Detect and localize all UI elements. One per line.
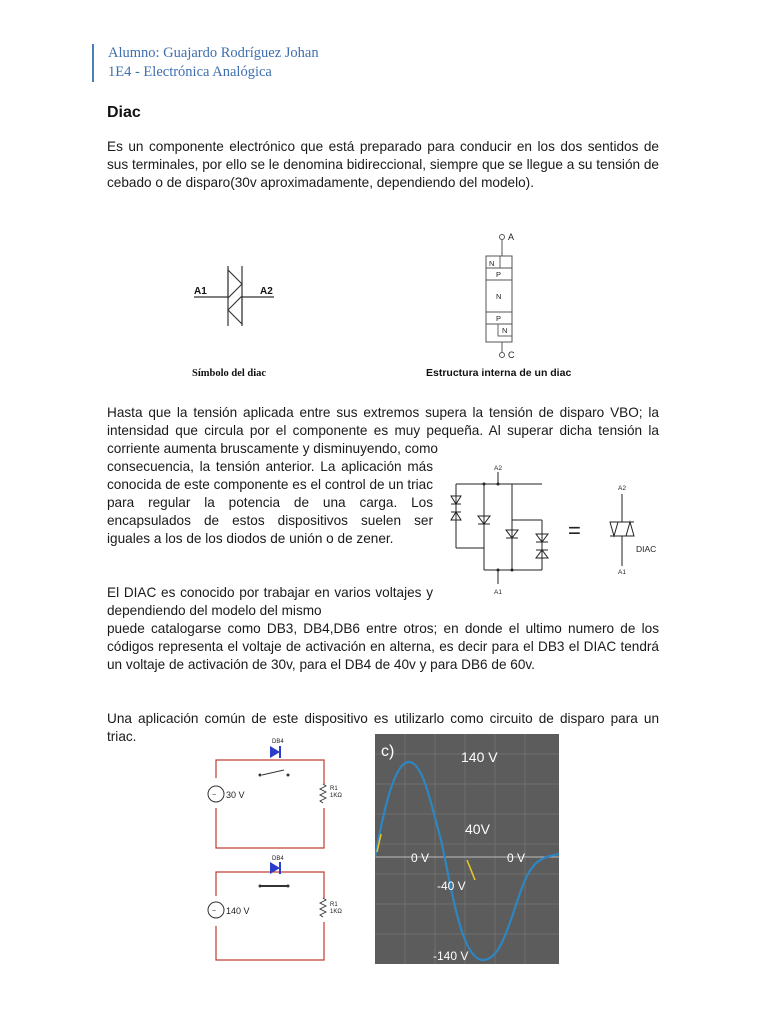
- label-a2: A2: [260, 286, 273, 297]
- label-trigger-40v: 40V: [465, 821, 490, 837]
- svg-text:~: ~: [212, 792, 217, 799]
- layer-n-top: N: [489, 259, 495, 268]
- panel-letter: c): [381, 743, 395, 760]
- equiv-a1-label: A1: [494, 589, 502, 596]
- label-zero-left: 0 V: [411, 851, 430, 865]
- layer-n-mid: N: [496, 292, 502, 301]
- paragraph-trigger-circuit: Una aplicación común de este dispositivo es utilizarlo como circuito de disparo para un triac.: [107, 711, 659, 744]
- terminal-a: A: [508, 232, 515, 242]
- label-peak-140v: 140 V: [461, 749, 498, 765]
- svg-text:~: ~: [212, 908, 217, 915]
- layer-p-top: P: [496, 270, 502, 279]
- circuit-140v: [208, 856, 342, 960]
- r1-label-top: R1: [330, 786, 338, 792]
- layer-p-bottom: P: [496, 314, 502, 323]
- paragraph-models: puede catalogarse como DB3, DB4,DB6 entre otros; en donde el ultimo numero de los códigos representa el voltaje de activación en alterna, es decir para el DB3 el DIAC tendrá un voltaje de activación de 30v, para el DB4 de 40v y para DB6 de 60v.: [107, 621, 659, 672]
- db4-label-bottom: DB4: [272, 856, 284, 862]
- paragraph-intro: Es un componente electrónico que está preparado para conducir en los dos sentidos de sus terminales, por ello se le denomina bidireccional, siempre que se llegue a su tensión de cebado o de disparo(30v aproximadamente, dependiendo del modelo).: [107, 139, 659, 190]
- equals-sign: =: [568, 518, 581, 543]
- terminal-c: C: [508, 350, 515, 360]
- label-zero-right: 0 V: [507, 851, 526, 865]
- r1-label-bottom: R1: [330, 902, 338, 908]
- paragraph-models-start: El DIAC es conocido por trabajar en varios voltajes y dependiendo del modelo del mismo: [107, 585, 433, 618]
- circuit-30v: [208, 739, 342, 848]
- label-neg-140v: -140 V: [433, 949, 469, 963]
- waveform-panel: [375, 734, 559, 964]
- caption-structure: Estructura interna de un diac: [426, 367, 572, 379]
- figure-diac-equivalent: [442, 460, 682, 600]
- diac-a2-label: A2: [618, 485, 626, 492]
- source-label-30v: 30 V: [226, 790, 245, 800]
- equiv-a2-label: A2: [494, 465, 502, 472]
- page-title: Diac: [107, 104, 141, 121]
- source-label-140v: 140 V: [226, 906, 250, 916]
- diac-symbol: [194, 266, 274, 326]
- paragraph-application: consecuencia, la tensión anterior. La aplicación más conocida de este componente es el control de un triac para regular la potencia de una carga. Los encapsulados de estos dispositivos suelen ser iguales a los de los diodos de unión o de zener.: [107, 459, 433, 546]
- document-header: [92, 44, 319, 82]
- caption-symbol: Símbolo del diac: [192, 368, 267, 379]
- r1-value-bottom: 1KΩ: [330, 909, 342, 915]
- label-neg-40v: -40 V: [437, 879, 466, 893]
- figure-diac-symbol-structure: [180, 226, 600, 386]
- paragraph-vbo: Hasta que la tensión aplicada entre sus extremos supera la tensión de disparo VBO; la intensidad que circula por el componente es muy pequeña. Al superar dicha tensión la corriente aumenta bruscamente y disminuyendo, como: [107, 405, 659, 456]
- layer-n-bottom: N: [502, 326, 508, 335]
- figure-trigger-circuits: [200, 734, 376, 966]
- r1-value-top: 1KΩ: [330, 793, 342, 799]
- diac-label: DIAC: [636, 544, 657, 554]
- db4-label-top: DB4: [272, 739, 284, 745]
- diac-a1-label: A1: [618, 569, 626, 576]
- label-a1: A1: [194, 286, 207, 297]
- student-name: Alumno: Guajardo Rodríguez Johan: [108, 45, 319, 61]
- diac-structure: [486, 232, 515, 360]
- course-name: 1E4 - Electrónica Analógica: [108, 64, 272, 80]
